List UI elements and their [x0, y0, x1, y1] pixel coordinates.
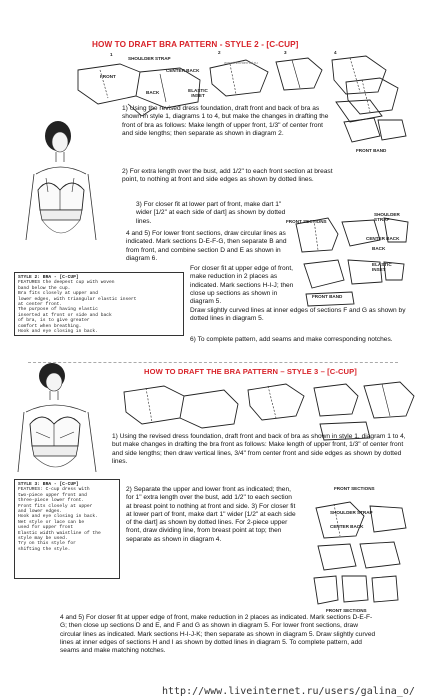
label-shoulder-strap-r: SHOULDER STRAP [374, 212, 400, 222]
woman-bra-illustration-style3 [16, 362, 114, 480]
style-box-line: Try on this style for [18, 541, 76, 547]
label-front: FRONT [100, 74, 116, 79]
label-shoulder-strap: SHOULDER STRAP [128, 56, 171, 61]
style2-description-box [14, 272, 184, 336]
label-n2: 2 [218, 50, 221, 55]
style3-description-box [14, 479, 120, 579]
label-elastic-inset-r: ELASTIC INSET [372, 262, 392, 272]
label-front-band-r: FRONT BAND [312, 294, 343, 299]
style-box-line: used for upper front [18, 525, 74, 531]
label-center-back-s3: CENTER BACK [330, 524, 364, 529]
label-center-back: CENTER BACK [166, 68, 200, 73]
style-box-line: STYLE 2: BRA - [C-CUP] [18, 275, 79, 280]
style-box-line: three-piece lower front. [18, 498, 85, 504]
style-box-line: Bra fits closely at upper and [18, 291, 98, 297]
style-box-line: Elastic width waistline of the [18, 530, 101, 536]
section2-title: HOW TO DRAFT THE BRA PATTERN – STYLE 3 – [C-CUP] [144, 367, 357, 376]
section1-title: HOW TO DRAFT BRA PATTERN - STYLE 2 - [C-CUP] [92, 40, 299, 49]
label-front-band: FRONT BAND [356, 148, 387, 153]
style-box-line: of bra, is to give greater [18, 318, 90, 324]
label-front-sections-s3b: FRONT SECTIONS [326, 608, 367, 613]
section1-step3: 3) For closer fit at lower part of front, make dart 1" wider [1/2" at each side of dart] as shown by dotted lines. [136, 201, 286, 225]
section1-step5: Draw slightly curved lines at inner edges of sections F and G as shown by dotted lines in diagram 5. [190, 307, 406, 323]
woman-bra-illustration [16, 120, 108, 268]
label-shoulder-strap-s3: SHOULDER STRAP [330, 510, 373, 515]
style-box-line: FEATURES the deepest cup with woven [18, 280, 115, 286]
label-elastic-inset: ELASTIC INSET [188, 88, 208, 98]
style-box-line: FEATURES: C-cup dress with [18, 487, 90, 493]
label-back-r: BACK [372, 246, 386, 251]
label-center-back-r: CENTER BACK [366, 236, 400, 241]
section1-step6: 6) To complete pattern, add seams and make corresponding notches. [190, 336, 393, 343]
style-box-line: Net style or lace can be [18, 519, 85, 525]
section2-step2-3: 2) Separate the upper and lower front as indicated; then, for 1" extra length over the bust, add 1/2" to each section at breast point to nothing at front and side. 3) For closer fit at lower part of front, make dart 1" wider [1/2" at each side of the dart] as shown by dotted lines. For 2-piece upper front, draw dividing line, from breast point at top; then separate as shown in diagram 4. [126, 486, 296, 543]
label-n1: 1 [110, 52, 113, 57]
label-back: BACK [146, 90, 160, 95]
section1-step1: 1) Using the revised dress foundation, draft front and back of bra as shown in style 1, diagrams 1 to 4, but make the changes in drafting the front of bra as follows: Make length of upper front, 1/3" of center front and side lengths; then separate as shown in diagram 2. [122, 105, 329, 137]
style-box-line: Front fits closely at upper [18, 503, 93, 509]
style-box-line: lower edges, with triangular elastic insert [18, 296, 137, 302]
watermark-url: www.liveinternet.ru [224, 60, 258, 65]
label-n4: 4 [334, 50, 337, 55]
bra-front-sections-detail [292, 212, 412, 308]
style-box-line: two-piece upper front and [18, 492, 87, 498]
label-front-sections-s3: FRONT SECTIONS [334, 486, 375, 491]
style-box-line: and lower edges. [18, 509, 63, 515]
style-box-line: at center front. [18, 302, 63, 308]
style-box-line: Hook and eye closing in back. [18, 329, 98, 335]
section1-step4b: For closer fit at upper edge of front, make reduction in 2 places as indicated. Mark sections H-I-J; then close up sections as shown in diagram 5. [190, 265, 294, 306]
style-box-line: Hook and eye closing in back. [18, 514, 98, 520]
section1-step4: 4 and 5) For lower front sections, draw circular lines as indicated. Mark sections D-E-F-G, then separate B and from front, and combine section D and E as shown in diagram 6. [126, 230, 287, 262]
style-box-line: STYLE 3: BRA - [C-CUP] [18, 482, 79, 487]
footer-url: http://www.liveinternet.ru/users/galina_o/ [162, 686, 415, 697]
label-front-section-r: FRONT SECTIONS [286, 219, 327, 224]
bra-front-sections-diagram [340, 74, 410, 154]
section2-step4-5: 4 and 5) For closer fit at upper edge of front, make reduction in 2 places as indicated. Mark sections D-E-F-G; then close up sections D and E, and F and G as shown in diagram 5. For lower front sections, draw circular lines as indicated. Mark sections H-I-J-K; then separate as shown in diagram 5. Draw slightly curved lines at inner edges of sections H and I as shown by dotted lines in diagram 5. To complete pattern, add seams and make matching notches. [60, 614, 376, 655]
style-box-line: inserted at front or side and back [18, 312, 112, 318]
style-box-line: style may be used. [18, 536, 68, 542]
section1-step2: 2) For extra length over the bust, add 1/2" to each front section at breast point, to nothing at front and side edges as shown by dotted lines. [122, 168, 333, 184]
section2-step1: 1) Using the revised dress foundation, draft front and back of bra as shown in style 1, diagram 1 to 4, but make changes in drafting the bra front as follows: Make length of upper front, 1/3" of center front and side lengths; then draw vertical lines, 3/4" from center front and side edges as shown by dotted lines. [112, 433, 406, 465]
label-n3: 3 [284, 50, 287, 55]
style-box-line: The purpose of having elastic [18, 307, 98, 313]
style-box-line: comfort when breathing. [18, 323, 82, 329]
style-box-line: shifting the style. [18, 546, 71, 552]
style-box-line: band below the cup. [18, 285, 71, 291]
